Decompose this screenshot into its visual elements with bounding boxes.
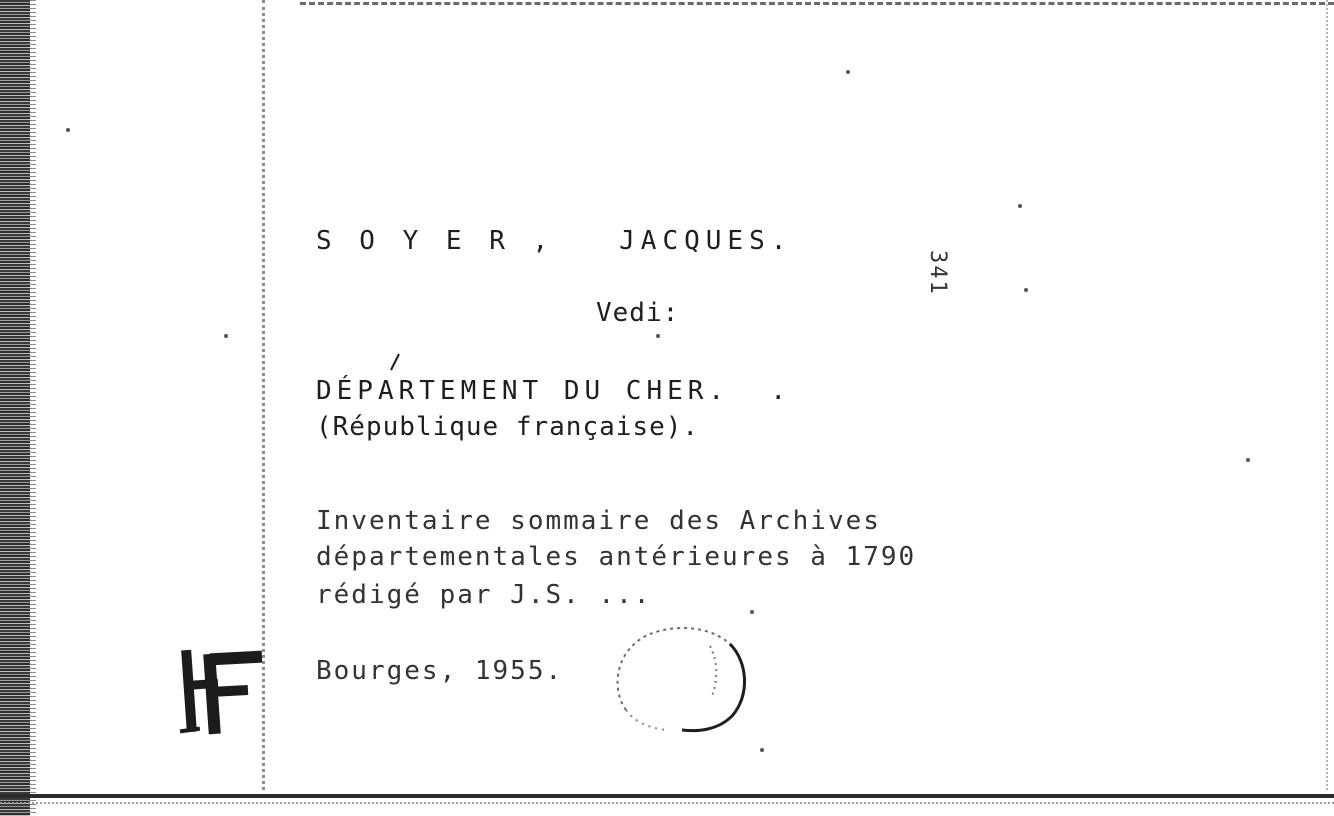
scan-speck — [750, 610, 754, 614]
scan-speck — [66, 128, 70, 132]
card-bottom-border — [0, 794, 1334, 798]
publication-place-date: Bourges, 1955. — [316, 656, 564, 686]
inventory-title-line-1: Inventaire sommaire des Archives — [316, 506, 881, 536]
scan-speck — [760, 748, 764, 752]
inventory-title-line-3: rédigé par J.S. ... — [316, 580, 652, 610]
scan-speck — [1246, 458, 1250, 462]
scan-speck — [1018, 204, 1022, 208]
republic-subheading: (République française). — [316, 412, 700, 442]
author-heading: S O Y E R , JACQUES. — [316, 226, 793, 256]
see-also-label: Vedi: — [596, 298, 680, 328]
scan-speck — [656, 334, 660, 338]
scan-speck — [846, 70, 850, 74]
card-top-border — [300, 2, 1334, 5]
department-heading: DÉPARTEMENT DU CHER. . — [316, 376, 792, 406]
scan-speck — [224, 334, 228, 338]
card-right-border — [1326, 0, 1328, 790]
inventory-title-line-2: départementales antérieures à 1790 — [316, 542, 917, 572]
circular-ink-stamp-icon — [606, 618, 756, 736]
hf-monogram-stamp-icon — [176, 640, 266, 740]
scan-speck — [1024, 288, 1028, 292]
accent-mark — [388, 352, 402, 372]
call-number: 341 — [925, 250, 950, 296]
scan-edge-left — [0, 0, 30, 816]
